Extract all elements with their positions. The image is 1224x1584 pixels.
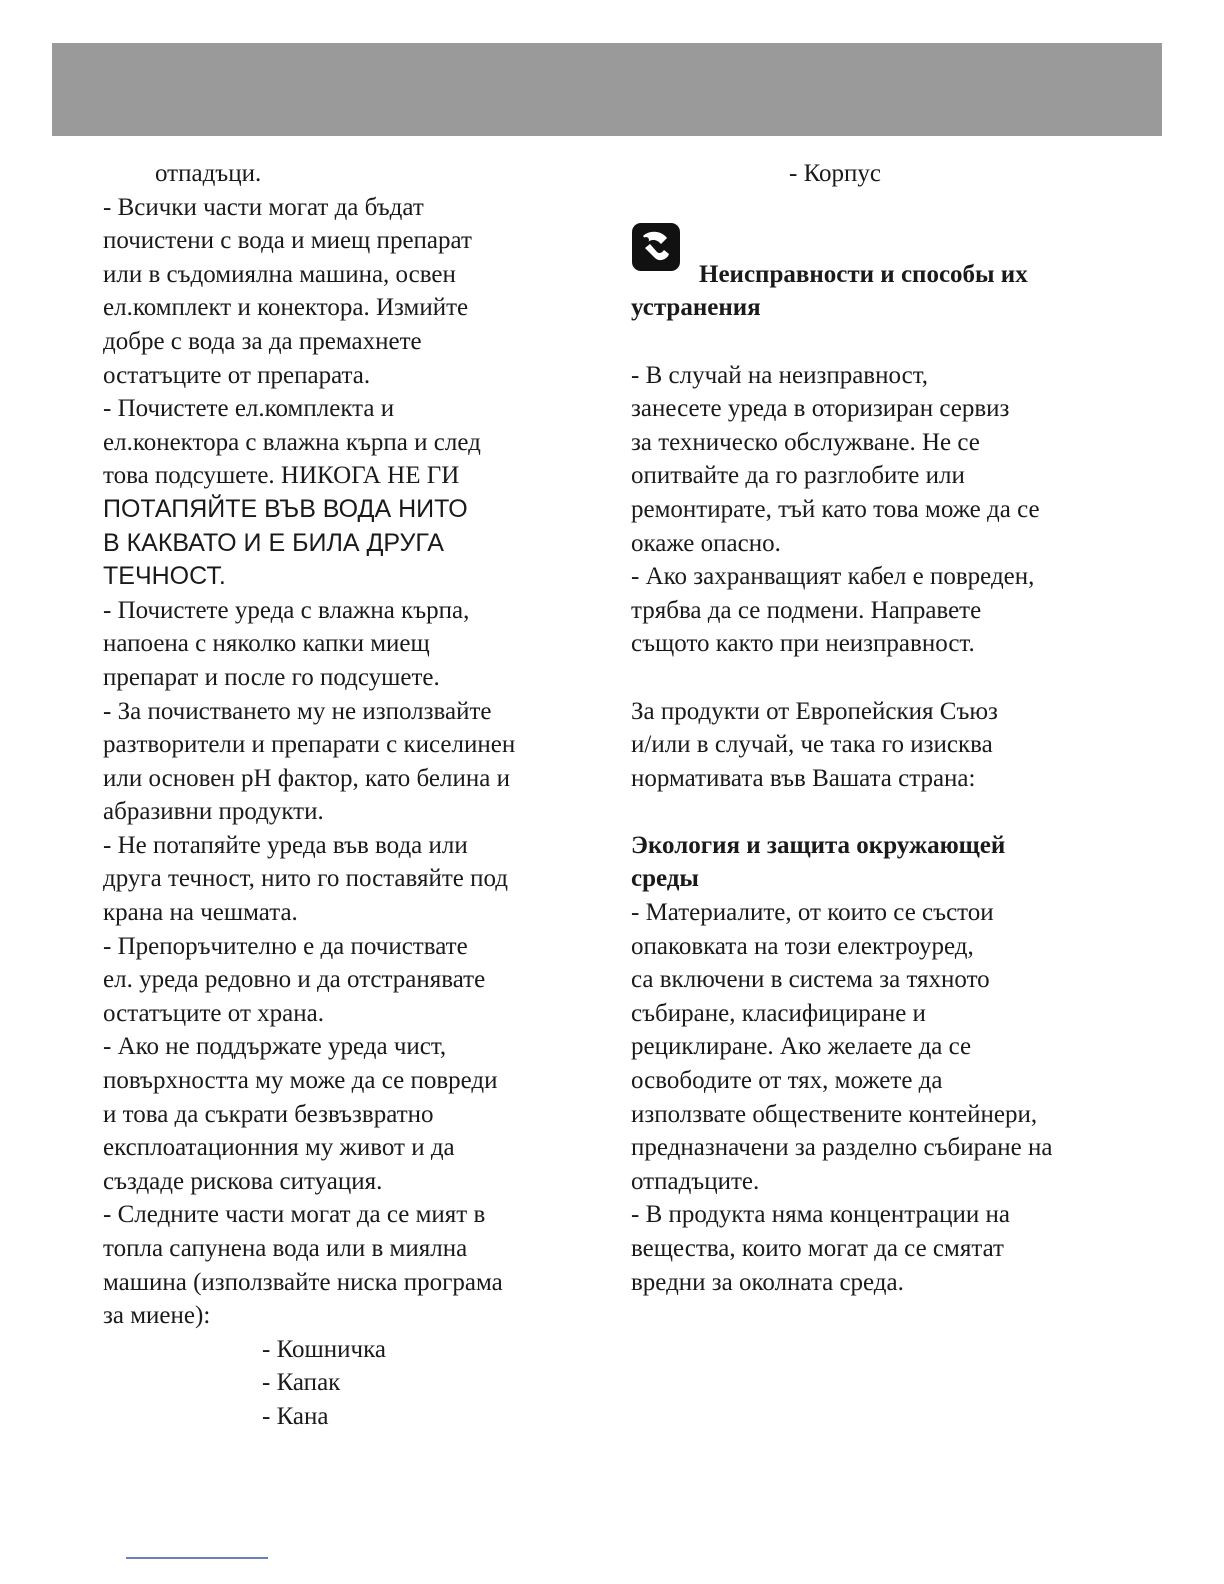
text-line: рециклиране. Ако желаете да се <box>631 1033 972 1061</box>
warning-line: ПОТАПЯЙТЕ ВЪВ ВОДА НИТО <box>103 494 468 523</box>
text-line: събиране, класифициране и <box>631 999 926 1027</box>
parts-list-item: - Кошничка <box>262 1335 386 1363</box>
text-line: повърхността му може да се повреди <box>103 1067 498 1095</box>
text-line: и/или в случай, че така го изисква <box>631 731 993 759</box>
text-line: - Следните части могат да се мият в <box>103 1201 486 1229</box>
ecology-heading: среды <box>631 865 699 893</box>
text-line: ел.комплект и конектора. Измийте <box>103 294 469 322</box>
text-line: нормативата във Вашата страна: <box>631 764 976 792</box>
text-line: вещества, които могат да се смятат <box>631 1235 1004 1262</box>
text-line: същото както при неизправност. <box>631 630 975 658</box>
text-line: - Ако не поддържате уреда чист, <box>103 1033 447 1061</box>
text-line: за миене): <box>103 1302 211 1330</box>
text-line: - В случай на неизправност, <box>631 361 928 389</box>
text-line: остатъците от препарата. <box>103 361 371 389</box>
text-line: и това да съкрати безвъзвратно <box>103 1100 434 1128</box>
text-line: или основен pH фактор, като белина и <box>103 764 510 792</box>
text-line: използвате обществените контейнери, <box>631 1100 1038 1128</box>
text-line: са включени в система за тяхното <box>631 966 990 994</box>
header-bar <box>52 43 1162 136</box>
text-line: ел.конектора с влажна кърпа и след <box>103 428 481 456</box>
text-line: опаковката на този електроуред, <box>631 932 974 960</box>
text-line: добре с вода за да премахнете <box>103 327 422 355</box>
parts-list-item: - Капак <box>262 1369 341 1397</box>
text-line: - В продукта няма концентрации на <box>631 1201 1010 1229</box>
text-line: абразивни продукти. <box>103 798 324 826</box>
text-line: ел. уреда редовно и да отстранявате <box>103 966 486 994</box>
text-line: освободите от тях, можете да <box>631 1067 943 1095</box>
text-line: - За почистването му не използвайте <box>103 697 492 725</box>
text-line: друга течност, нито го поставяйте под <box>103 865 509 893</box>
warning-line: ТЕЧНОСТ. <box>103 562 226 591</box>
heading-text: устранения <box>631 294 761 322</box>
text-line: отпадъци. <box>155 160 262 187</box>
text-line: ремонтирате, тъй като това може да се <box>631 495 1040 523</box>
text-line: - Почистете уреда с влажна кърпа, <box>103 596 470 624</box>
parts-list-item: - Корпус <box>789 160 881 187</box>
ecology-heading: Экология и защита окружающей <box>631 831 1006 859</box>
text-line: - Ако захранващият кабел е повреден, <box>631 563 1035 591</box>
text-line: крана на чешмата. <box>103 899 298 927</box>
text-line: - Материалите, от които се състои <box>631 899 994 927</box>
text-line: създаде рискова ситуация. <box>103 1167 383 1195</box>
footer-rule <box>126 1557 268 1559</box>
text-line: За продукти от Европейския Съюз <box>631 697 998 725</box>
text-line: занесете уреда в оторизиран сервиз <box>631 395 1010 423</box>
right-column <box>631 157 1161 1299</box>
text-line: разтворители и препарати с киселинен <box>103 731 516 759</box>
text-line: предназначени за разделно събиране на <box>631 1134 1053 1162</box>
text-line: - Почистете ел.комплекта и <box>103 395 395 423</box>
text-line: - Не потапяйте уреда във вода или <box>103 831 468 859</box>
text-line: за техническо обслужване. Не се <box>631 428 980 456</box>
text-line: - Препоръчително е да почиствате <box>103 932 468 960</box>
text-line: - Всички части могат да бъдат <box>103 193 424 221</box>
text-line: машина (използвайте ниска програма <box>103 1268 503 1296</box>
text-line: почистени с вода и миещ препарат <box>103 227 472 255</box>
left-column <box>103 157 603 1434</box>
wrench-icon <box>631 222 681 272</box>
text-line: препарат и после го подсушете. <box>103 663 440 691</box>
text-line: остатъците от храна. <box>103 999 324 1027</box>
text-line: или в съдомиялна машина, освен <box>103 260 456 288</box>
troubleshooting-heading <box>631 258 1161 292</box>
heading-text: Неисправности и способы их <box>699 260 1028 288</box>
text-line: окаже опасно. <box>631 529 781 557</box>
text-line: експлоатационния му живот и да <box>103 1134 455 1162</box>
parts-list-item: - Кана <box>262 1402 329 1430</box>
warning-line: В КАКВАТО И Е БИЛА ДРУГА <box>103 528 444 557</box>
text-line: топла сапунена вода или в миялна <box>103 1235 468 1262</box>
text-line: трябва да се подмени. Направете <box>631 596 982 624</box>
text-line: напоена с няколко капки миещ <box>103 630 430 658</box>
text-line: отпадъците. <box>631 1167 760 1195</box>
text-line: опитвайте да го разглобите или <box>631 462 965 490</box>
text-line: вредни за околната среда. <box>631 1268 904 1296</box>
text-line: това подсушете. НИКОГА НЕ ГИ <box>103 462 460 490</box>
